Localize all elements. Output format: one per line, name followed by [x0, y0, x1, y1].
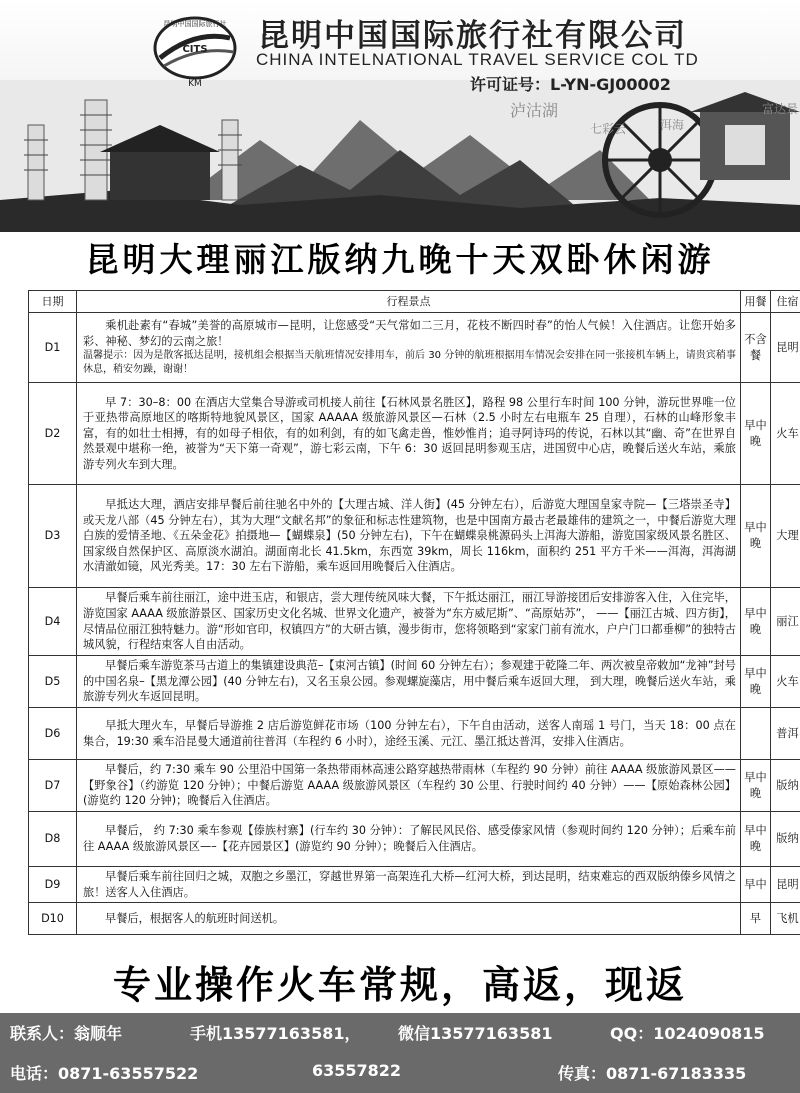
meal-cell: 早中晚 — [741, 383, 771, 485]
meal-cell: 早中晚 — [741, 588, 771, 656]
day-cell: D9 — [29, 867, 77, 903]
stay-cell: 飞机 — [771, 903, 800, 935]
stay-cell: 版纳 — [771, 812, 800, 867]
table-row — [29, 588, 800, 656]
day-cell: D10 — [29, 903, 77, 935]
place-label: 富达景 — [762, 102, 799, 116]
day-cell: D8 — [29, 812, 77, 867]
itinerary-text: 早餐后，根据客人的航班时间送机。 — [105, 911, 285, 925]
itinerary-text: 早餐后乘车前往丽江，途中进玉店，和银店，尝大理传统风味大餐，下午抵达丽江，丽江导游接团后安排游客入住，入住完毕，游览国家 AAAA 级旅游景区、国家历史文化名城、世界文化遗产，被誉为“东方威尼斯”、“高原姑苏”， ——【丽江古城、四方街】，尽情品位丽江独特魅力。游“形如官印，权镇四方”的大研古镇，漫步街市，您将领略到“家家门前有流水，户户门口都垂柳”的独特古城风貌，行程结束客人自由活动。 — [83, 591, 736, 652]
meal-cell: 早中 — [741, 867, 771, 903]
itinerary-text: 早抵大理火车，早餐后导游推 2 店后游览鲜花市场（100 分钟左右），下午自由活动，送客人南瑶 1 号门，当天 18：00 点在集合，19:30 乘车沿昆曼大通道前往普洱（车程约 6 小时），途经玉溪、元江、墨江抵达普洱，安排入住酒店。 — [83, 718, 736, 748]
slogan: 专业操作火车常规，高返，现返 — [112, 963, 687, 1007]
itinerary-cell — [77, 588, 741, 656]
svg-text:KM: KM — [188, 79, 202, 89]
table-row — [29, 656, 800, 708]
stay-cell: 普洱 — [771, 708, 800, 760]
svg-text:CITS: CITS — [182, 44, 208, 55]
itinerary-cell — [77, 383, 741, 485]
phone-number-2: 63557822 — [312, 1061, 402, 1080]
meal-cell: 早中晚 — [741, 485, 771, 588]
table-row — [29, 383, 800, 485]
header-meal: 用餐 — [741, 291, 771, 313]
table-row — [29, 485, 800, 588]
stay-cell: 火车 — [771, 656, 800, 708]
meal-cell: 不含餐 — [741, 313, 771, 383]
mobile-number: 手机13577163581， — [190, 1024, 361, 1043]
day-cell: D4 — [29, 588, 77, 656]
scenery-illustration — [0, 80, 800, 232]
stay-cell: 昆明 — [771, 313, 800, 383]
itinerary-cell — [77, 313, 741, 383]
header-banner — [0, 0, 800, 232]
stay-cell: 大理 — [771, 485, 800, 588]
stay-cell: 火车 — [771, 383, 800, 485]
itinerary-cell — [77, 812, 741, 867]
table-row — [29, 708, 800, 760]
itinerary-cell — [77, 656, 741, 708]
place-label: 泸沽湖 — [510, 101, 559, 120]
qq-number: QQ：1024090815 — [610, 1024, 765, 1043]
day-cell: D6 — [29, 708, 77, 760]
meal-cell: 早中晚 — [741, 656, 771, 708]
itinerary-cell — [77, 760, 741, 812]
table-row — [29, 903, 800, 935]
company-name-en: CHINA INTELNATIONAL TRAVEL SERVICE COL TD — [256, 50, 699, 69]
contact-person: 联系人：翁顺年 — [10, 1024, 123, 1043]
wechat-id: 微信13577163581 — [398, 1024, 553, 1043]
day-cell: D7 — [29, 760, 77, 812]
cits-logo-icon — [150, 10, 240, 90]
day-cell: D5 — [29, 656, 77, 708]
meal-cell: 早中晚 — [741, 760, 771, 812]
itinerary-cell — [77, 485, 741, 588]
itinerary-text: 早餐后， 约 7:30 乘车参观【傣族村寨】(行车约 30 分钟）：了解民风民俗、感受傣家风情（参观时间约 120 分钟）；后乘车前往 AAAA 级旅游风景区—–【花卉园景区】(游览约 90 分钟）；晚餐后入住酒店。 — [83, 824, 736, 853]
itinerary-text: 早餐后乘车游览茶马古道上的集镇建设典范–【束河古镇】(时间 60 分钟左右）；参观建于乾隆二年、两次被皇帝敕加“龙神”封号的中国名泉–【黑龙潭公园】(40 分钟左右)，又名玉泉公园。参观螺旋藻店，用中餐后乘车返回大理， 到大理，晚餐后送火车站，乘旅游专列火车返回昆明。 — [83, 659, 736, 704]
itinerary-cell — [77, 867, 741, 903]
itinerary-cell — [77, 708, 741, 760]
stay-cell: 丽江 — [771, 588, 800, 656]
header-day: 日期 — [29, 291, 77, 313]
meal-cell: 早 — [741, 903, 771, 935]
day-cell: D1 — [29, 313, 77, 383]
company-name-cn: 昆明中国国际旅行社有限公司 — [258, 18, 687, 54]
table-header-row — [29, 291, 800, 313]
itinerary-text: 早餐后乘车前往回归之城，双胞之乡墨江，穿越世界第一高架连孔大桥—红河大桥，到达昆明，结束难忘的西双版纳傣乡风情之旅！送客人入住酒店。 — [83, 870, 736, 899]
tip-note: 温馨提示：因为是散客抵达昆明，接机组会根据当天航班情况安排用车，前后 30 分钟的航班根据用车情况会安排在同一张接机车辆上，请贵宾稍事休息，稍安勿躁，谢谢！ — [83, 350, 736, 376]
license-number: 许可证号：L-YN-GJ00002 — [470, 75, 671, 94]
fax-number: 传真：0871-67183335 — [558, 1064, 747, 1083]
table-row — [29, 760, 800, 812]
meal-cell — [741, 708, 771, 760]
itinerary-table — [28, 290, 800, 935]
stay-cell: 昆明 — [771, 867, 800, 903]
itinerary-text: 早 7：30–8：00 在酒店大堂集合导游或司机接人前往【石林风景名胜区】，路程 98 公里行车时间 100 分钟，游玩世界唯一位于亚热带高原地区的喀斯特地貌风景区，国家 AAAAA 级旅游风景区—石林（2.5 小时左右电瓶车 25 自理），石林的山峰形象丰富，有的如壮士相搏，有的如母子相依，有的如利剑，有的如飞禽走兽，惟妙惟肖；追寻阿诗玛的传说，石林以其“幽、奇”在世界自然景观中堪称一绝，被誉为“天下第一奇观”，游七彩云南，下午 6：30 返回昆明参观玉店，进国贸中心店，晚餐后送火车站，乘旅游专列火车到大理。 — [83, 395, 736, 471]
header-stay: 住宿 — [771, 291, 800, 313]
place-label: 七彩云 — [590, 122, 627, 136]
table-row — [29, 867, 800, 903]
day-cell: D2 — [29, 383, 77, 485]
svg-text:昆明中国国际旅行社: 昆明中国国际旅行社 — [163, 20, 227, 28]
day-cell: D3 — [29, 485, 77, 588]
header-itinerary: 行程景点 — [77, 291, 741, 313]
table-row — [29, 313, 800, 383]
phone-number: 电话：0871-63557522 — [10, 1064, 199, 1083]
place-label: 洱海 — [660, 118, 685, 132]
meal-cell: 早中晚 — [741, 812, 771, 867]
contact-footer — [0, 1013, 800, 1093]
itinerary-text: 早抵达大理，酒店安排早餐后前往驰名中外的【大理古城、洋人街】(45 分钟左右），后游览大理国皇家寺院—【三塔崇圣寺】或天龙八部（45 分钟左右），其为大理“文献名邦”的象征和标志性建筑物，也是中国南方最古老最雄伟的建筑之一，中餐后游览大理白族的爱情圣地、《五朵金花》拍摄地—【蝴蝶泉】(50 分钟左右)，下午在蝴蝶泉桃源码头上洱海大游船，游览国家级风景名胜区、国家级自然保护区、高原淡水湖泊。湖面南北长 41.5km，东西宽 39km，周长 116km，面积约 251 平方千米——洱海，洱海湖水清澈如镜，风光秀美。17：30 左右下游船，乘车返回用晚餐后入住酒店。 — [83, 498, 736, 574]
table-row — [29, 812, 800, 867]
itinerary-cell — [77, 903, 741, 935]
page-title: 昆明大理丽江版纳九晚十天双卧休闲游 — [85, 240, 715, 279]
itinerary-text: 乘机赴素有“春城”美誉的高原城市—昆明，让您感受“天气常如二三月，花枝不断四时春”的怡人气候！入住酒店。让您开始多彩、神秘、梦幻的云南之旅！ — [83, 318, 736, 348]
stay-cell: 版纳 — [771, 760, 800, 812]
itinerary-text: 早餐后，约 7:30 乘车 90 公里沿中国第一条热带雨林高速公路穿越热带雨林（车程约 90 分钟）前往 AAAA 级旅游风景区——【野象谷】（约游览 120 分钟）；中餐后游览 AAAA 级旅游风景区（车程约 30 公里、行驶时间约 40 分钟）——【原始森林公园】(游览约 120 分钟)；晚餐后入住酒店。 — [83, 763, 736, 808]
